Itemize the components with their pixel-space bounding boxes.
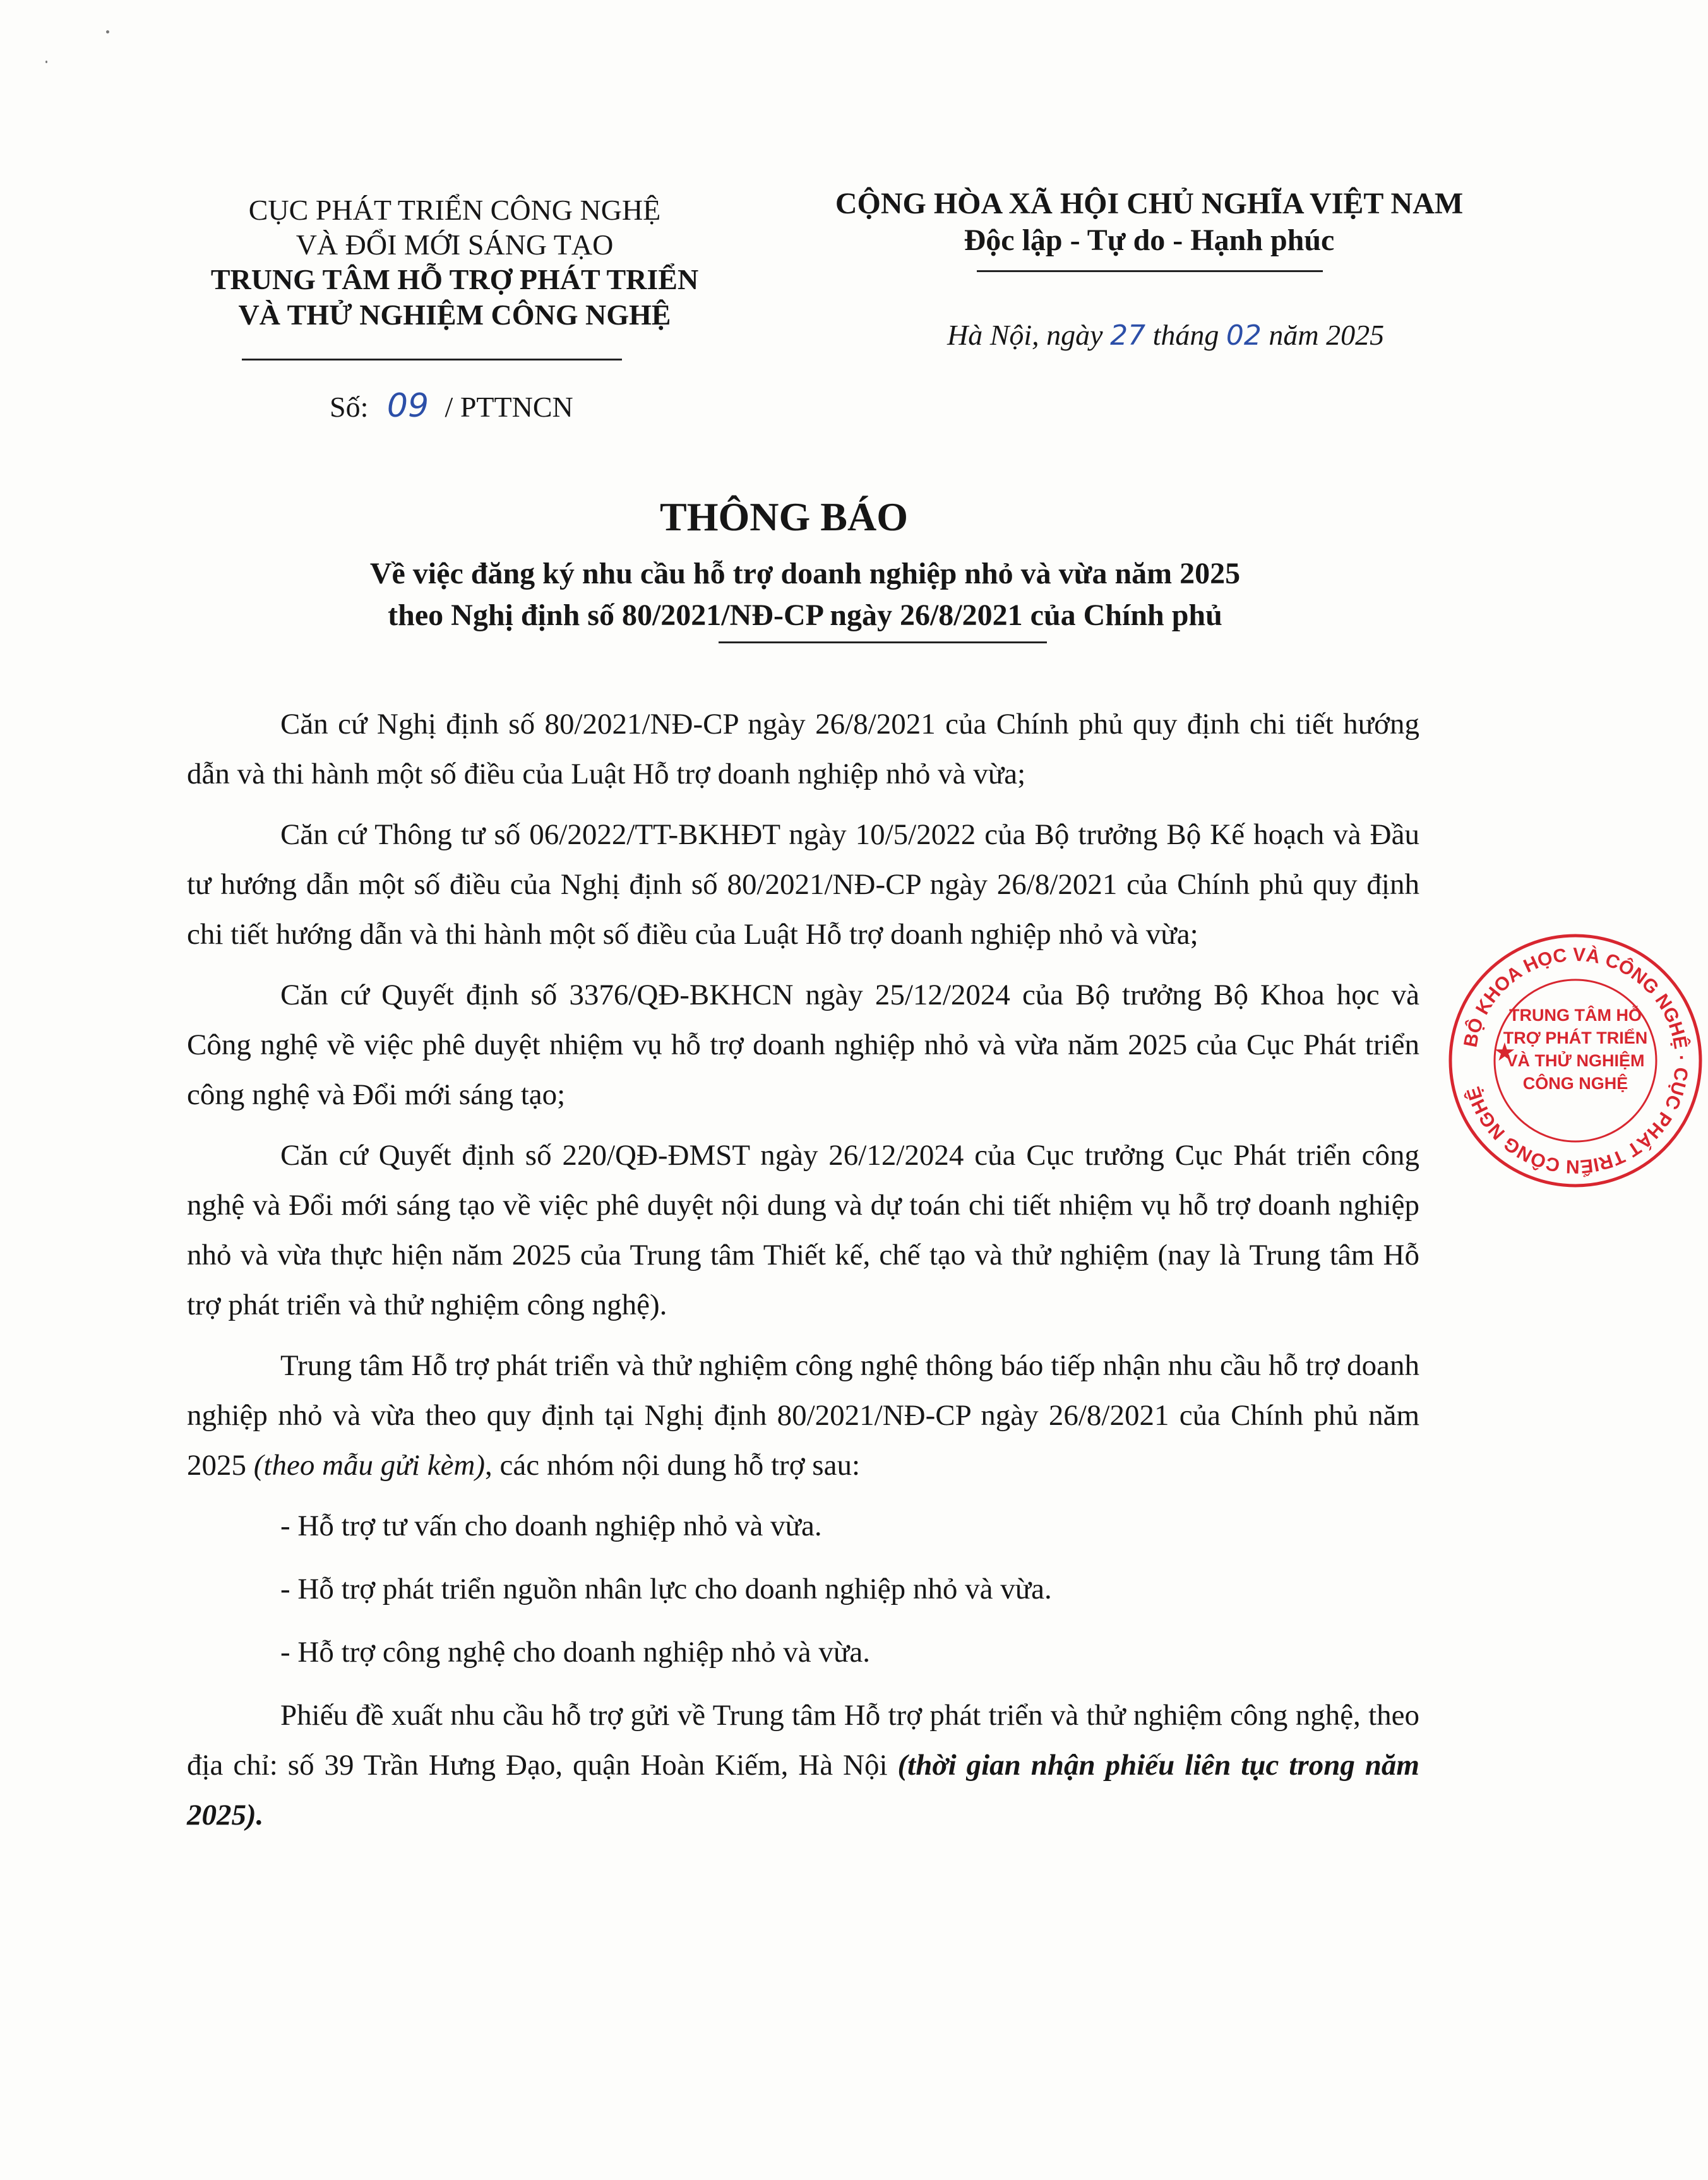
paragraph-legal-basis-1: Căn cứ Nghị định số 80/2021/NĐ-CP ngày 26/8/2021 của Chính phủ quy định chi tiết hướng dẫn và thi hành một số điều của Luật Hỗ trợ doanh nghiệp nhỏ và vừa; [187,708,1419,790]
date-day-handwritten: 27 [1110,319,1146,352]
document-number-label: Số: [330,391,369,423]
document-number-handwritten: 09 [386,387,429,425]
announcement-note: (theo mẫu gửi kèm) [253,1449,486,1482]
stamp-center-text: TRUNG TÂM HỖ TRỢ PHÁT TRIỂN VÀ THỬ NGHIỆM CÔNG NGHỆ [1503,1006,1648,1093]
national-name: CỘNG HÒA XÃ HỘI CHỦ NGHĨA VIỆT NAM [835,187,1464,220]
agency-parent-line2: VÀ ĐỔI MỚI SÁNG TẠO [296,229,614,261]
support-item-consulting: - Hỗ trợ tư vấn cho doanh nghiệp nhỏ và vừa. [280,1510,822,1542]
national-title [770,186,1528,258]
paragraph-submission [187,1691,1419,1840]
date-place: Hà Nội, ngày [947,319,1103,351]
support-item-human-resources: - Hỗ trợ phát triển nguồn nhân lực cho doanh nghiệp nhỏ và vừa. [280,1573,1052,1605]
agency-name-line1: TRUNG TÂM HỖ TRỢ PHÁT TRIỂN [210,263,699,296]
submission-note: (thời gian nhận phiếu liên tục trong năm 2025). [187,1749,1419,1832]
stamp-ring-text: BỘ KHOA HỌC VÀ CÔNG NGHỆ · CỤC PHÁT TRIỂN CÔNG NGHỆ [1460,944,1692,1177]
subject-line1: Về việc đăng ký nhu cầu hỗ trợ doanh nghiệp nhỏ và vừa năm 2025 [369,557,1241,590]
agency-name-line2: VÀ THỬ NGHIỆM CÔNG NGHỆ [238,298,671,331]
subject-line2: theo Nghị định số 80/2021/NĐ-CP ngày 26/8/2021 của Chính phủ [388,599,1222,632]
scan-speck [45,61,47,63]
scan-speck [106,30,109,33]
paragraph-announcement [187,1341,1419,1491]
document-body [187,700,1419,1851]
document-number [330,386,573,426]
date-month-handwritten: 02 [1226,319,1262,352]
document-number-suffix: / PTTNCN [445,391,573,423]
paragraph-legal-basis-4: Căn cứ Quyết định số 220/QĐ-ĐMST ngày 26/12/2024 của Cục trưởng Cục Phát triển công nghệ và Đổi mới sáng tạo về việc phê duyệt nội dung và dự toán chi tiết nhiệm vụ hỗ trợ doanh nghiệp nhỏ và vừa thực hiện năm 2025 của Trung tâm Thiết kế, chế tạo và thử nghiệm (nay là Trung tâm Hỗ trợ phát triển và thử nghiệm công nghệ). [187,1139,1419,1321]
official-stamp [1443,928,1692,1193]
agency-parent-line1: CỤC PHÁT TRIỂN CÔNG NGHỆ [248,194,661,226]
date-year: năm 2025 [1269,319,1385,351]
paragraph-legal-basis-2: Căn cứ Thông tư số 06/2022/TT-BKHĐT ngày 10/5/2022 của Bộ trưởng Bộ Kế hoạch và Đầu tư hướng dẫn một số điều của Nghị định số 80/2021/NĐ-CP ngày 26/8/2021 của Chính phủ quy định chi tiết hướng dẫn và thi hành một số điều của Luật Hỗ trợ doanh nghiệp nhỏ và vừa; [187,818,1419,951]
agency-underline [242,359,622,360]
stamp-star: ★ [1493,1038,1516,1066]
date-month-label: tháng [1152,319,1219,351]
submission-text: Phiếu đề xuất nhu cầu hỗ trợ gửi về Trung tâm Hỗ trợ phát triển và thử nghiệm công nghệ, theo địa chỉ: số 39 Trần Hưng Đạo, quận Hoàn Kiếm, Hà Nội [187,1699,1419,1782]
stamp-seal [1443,928,1708,1193]
subject-underline [719,641,1047,643]
announcement-text-end: , các nhóm nội dung hỗ trợ sau: [485,1449,861,1482]
document-title: THÔNG BÁO [660,494,908,539]
national-motto: Độc lập - Tự do - Hạnh phúc [964,223,1335,257]
announcement-text: Trung tâm Hỗ trợ phát triển và thử nghiệm công nghệ thông báo tiếp nhận nhu cầu hỗ trợ doanh nghiệp nhỏ và vừa theo quy định tại Nghị định 80/2021/NĐ-CP ngày 26/8/2021 của Chính phủ năm 2025 [187,1349,1419,1482]
motto-underline [977,270,1323,272]
paragraph-legal-basis-3: Căn cứ Quyết định số 3376/QĐ-BKHCN ngày 25/12/2024 của Bộ trưởng Bộ Khoa học và Công nghệ về việc phê duyệt nhiệm vụ hỗ trợ doanh nghiệp nhỏ và vừa năm 2025 của Cục Phát triển công nghệ và Đổi mới sáng tạo; [187,979,1419,1111]
agency-header [114,193,796,332]
support-item-technology: - Hỗ trợ công nghệ cho doanh nghiệp nhỏ và vừa. [280,1636,870,1669]
date-line [947,318,1384,352]
document-subject [189,553,1421,636]
